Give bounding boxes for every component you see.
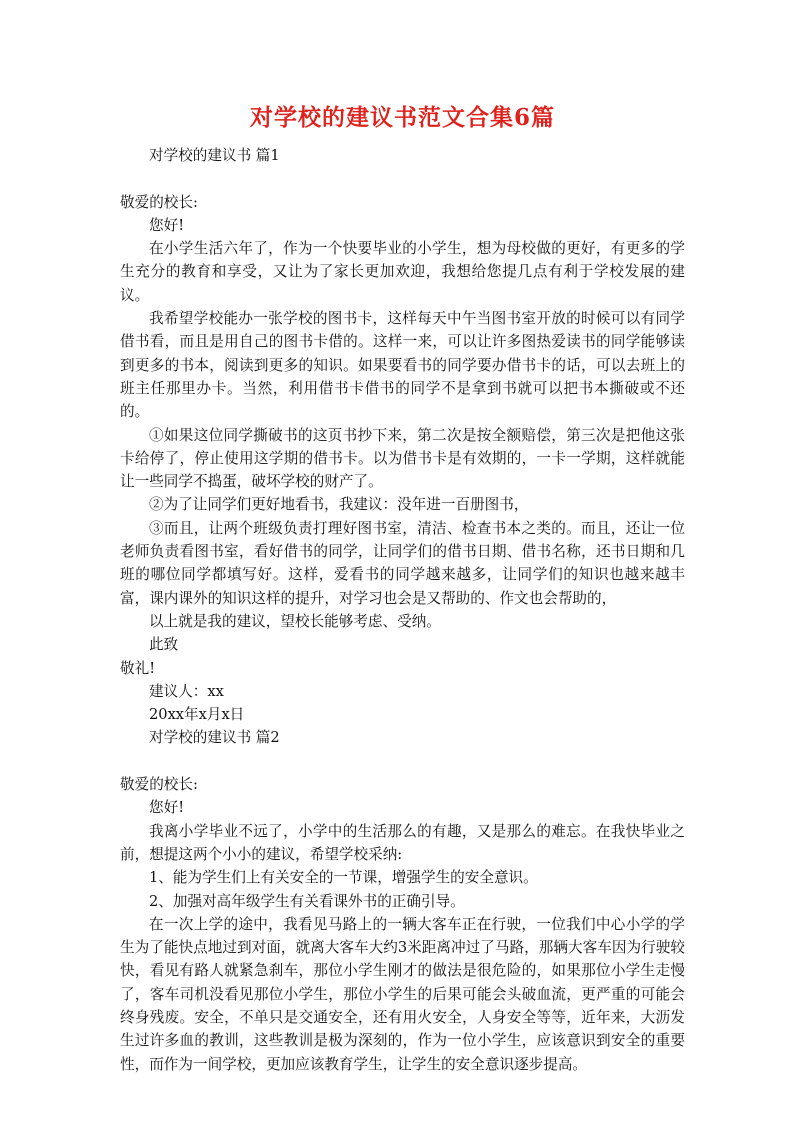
section-heading-1: 对学校的建议书 篇1 <box>149 147 280 164</box>
greeting-2: 您好! <box>149 799 185 817</box>
paragraph: 以上就是我的建议，望校长能够考虑、受纳。 <box>149 612 441 630</box>
section-heading-2: 对学校的建议书 篇2 <box>149 729 280 747</box>
paragraph: ③而且，让两个班级负责打理好图书室，清洁、检查书本之类的。而且，还让一位老师负责看图书室，看好借书的同学，让同学们的借书日期、借书名称，还书日期和几班的哪位同学都填写好。这样，爱看书的同学越来越多，让同学们的知识也越来越丰富，课内课外的知识这样的提升，对学习也会是又帮助的、作文也会帮助的， <box>120 519 685 607</box>
salutation-1: 敬爱的校长: <box>120 193 198 211</box>
salutation-2: 敬爱的校长: <box>120 776 198 794</box>
paragraph: 2、加强对高年级学生有关看课外书的正确引导。 <box>149 892 465 910</box>
document-page <box>120 102 685 1076</box>
paragraph: 我离小学毕业不远了，小学中的生活那么的有趣，又是那么的难忘。在我快毕业之前，想提这两个小小的建议，希望学校采纳: <box>120 822 685 863</box>
paragraph: 在一次上学的途中，我看见马路上的一辆大客车正在行驶，一位我们中心小学的学生为了能快点地过到对面，就离大客车大约3米距离冲过了马路，那辆大客车因为行驶较快，看见有路人就紧急刹车，那位小学生刚才的做法是很危险的，如果那位小学生走慢了，客车司机没看见那位小学生，那位小学生的后果可能会头破血流，更严重的可能会终身残废。安全，不单只是交通安全，还有用火安全，人身安全等等，近年来，大沥发生过许多血的教训，这些教训是极为深刻的，作为一位小学生，应该意识到安全的重要性，而作为一间学校，更加应该教育学生，让学生的安全意识逐步提高。 <box>120 915 685 1073</box>
document-title: 对学校的建议书范文合集6篇 <box>249 104 555 131</box>
paragraph: ①如果这位同学撕破书的这页书抄下来，第二次是按全额赔偿，第三次是把他这张卡给停了，停止使用这学期的借书卡。以为借书卡是有效期的，一卡一学期，这样就能让一些同学不捣蛋，破坏学校的财产了。 <box>120 426 685 491</box>
paragraph: 在小学生活六年了，作为一个快要毕业的小学生，想为母校做的更好，有更多的学生充分的教育和享受，又让为了家长更加欢迎，我想给您提几点有利于学校发展的建议。 <box>120 240 685 304</box>
closing-line-2: 敬礼! <box>120 659 156 677</box>
blank-line <box>120 167 685 190</box>
blank-line <box>120 750 685 773</box>
paragraph: ②为了让同学们更好地看书，我建议：没年进一百册图书， <box>149 496 529 514</box>
paragraph: 1、能为学生们上有关安全的一节课，增强学生的安全意识。 <box>149 869 538 887</box>
greeting-1: 您好! <box>149 216 185 234</box>
signer: 建议人：xx <box>149 682 224 700</box>
closing-line-1: 此致 <box>149 636 179 654</box>
date: 20xx年x月x日 <box>149 706 245 724</box>
paragraph: 我希望学校能办一张学校的图书卡，这样每天中午当图书室开放的时候可以有同学借书看，而且是用自己的图书卡借的。这样一来，可以让许多图热爱读书的同学能够读到更多的书本，阅读到更多的知识。如果要看书的同学要办借书卡的话，可以去班上的班主任那里办卡。当然，利用借书卡借书的同学不是拿到书就可以把书本撕破或不还的。 <box>120 310 685 421</box>
